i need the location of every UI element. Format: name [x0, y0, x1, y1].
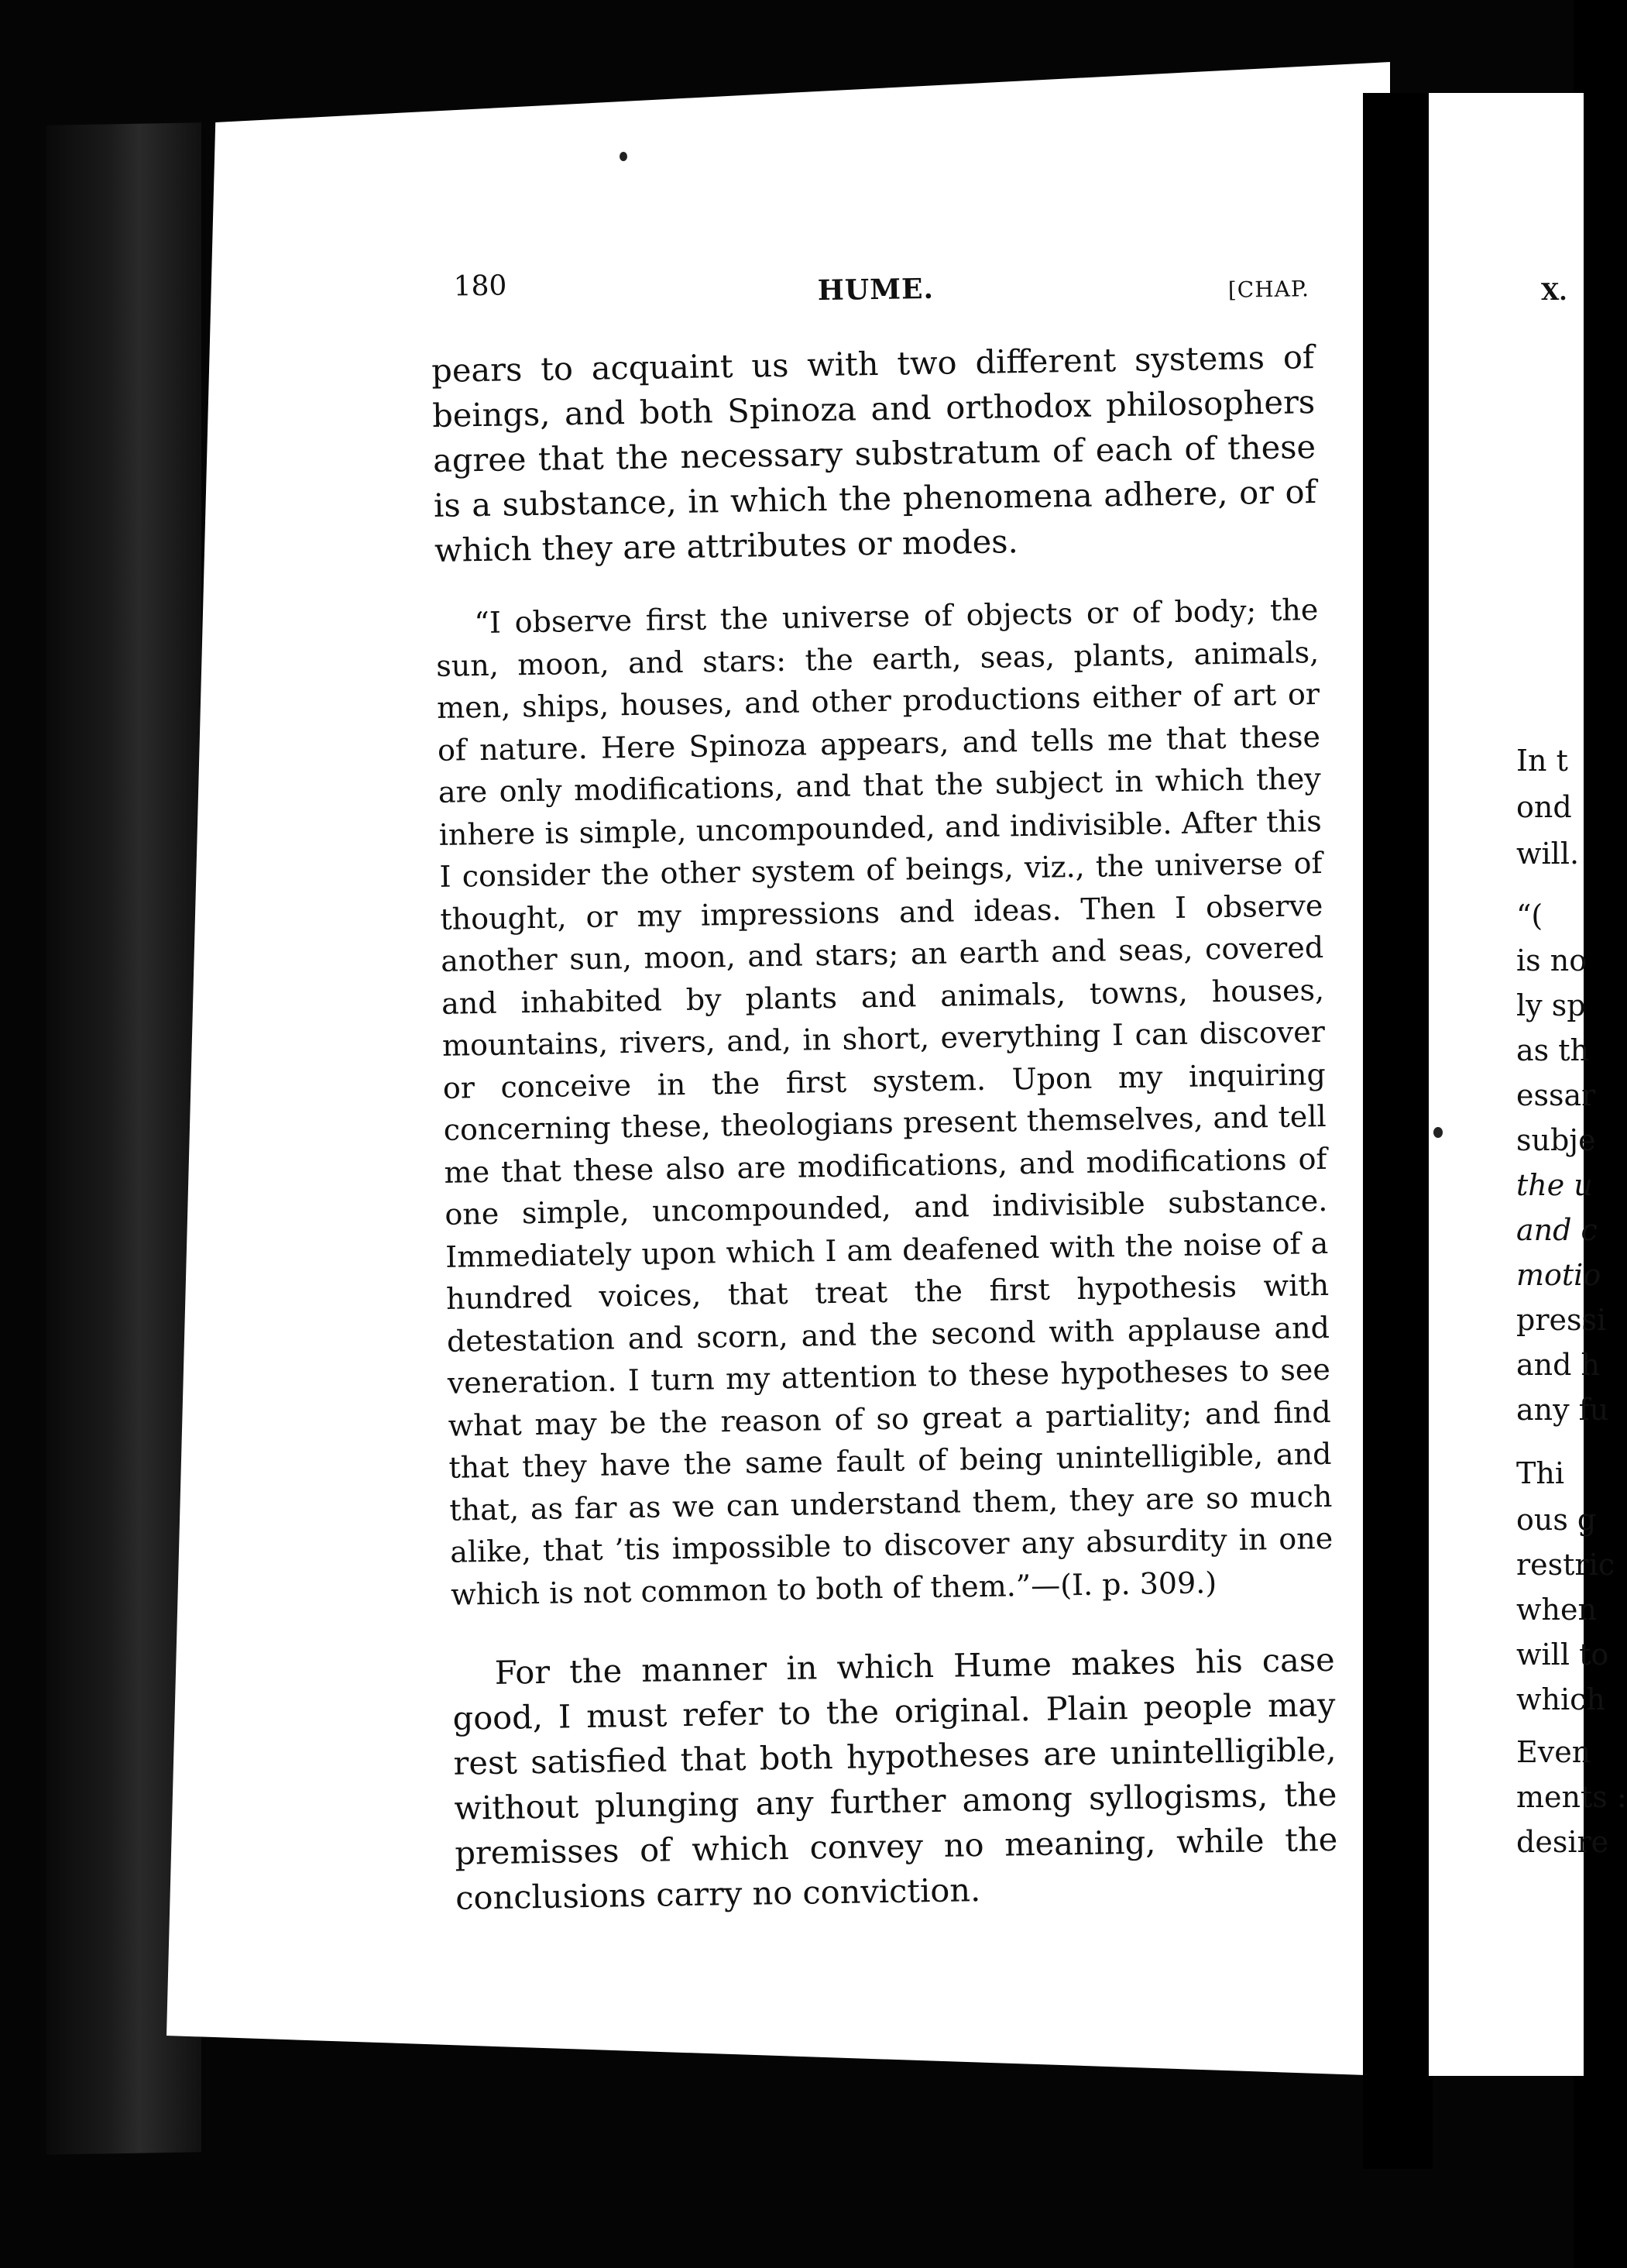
- block-quote: [435, 589, 1334, 1616]
- page-header: [430, 242, 1314, 349]
- right-page-line: subje: [1516, 1123, 1596, 1157]
- right-page-line: the u: [1516, 1168, 1593, 1202]
- page-number: 180: [453, 270, 507, 303]
- quote-text: “I observe first the universe of objects or of body; the sun, moon, and stars: the earth, seas, plants, animals, men, ships, houses, and other productions either of art or of nature. Here Spinoza appears, and tells me that these are only modifications, and that the subject in which they inhere is simple, uncompounded, and indivisible. After this I consider the other system of beings, viz., the universe of thought, or my impressions and ideas. Then I observe another sun, moon, and stars; an earth and seas, covered and inhabited by plants and animals, towns, houses, mountains, rivers, and, in short, everything I can discover or conceive in the first system. Upon my inquiring concerning these, theologians present themselves, and tell me that these also are modifications, and modifications of one simple, uncompounded, and indivisible substance. Immediately upon which I am deafened with the noise of a hundred voices, that treat the first hypothesis with detestation and scorn, and the second with applause and veneration. I turn my attention to these hypotheses to see what may be the reason of so great a partiality; and find that they have the same fault of being unintelligible, and that, as far as we can understand them, they are so much alike, that ’tis impossible to discover any absurdity in one which is not common to both of them.”: [435, 593, 1334, 1612]
- page-gutter: [1363, 93, 1433, 2169]
- right-page-line: motio: [1516, 1258, 1601, 1292]
- right-page-line: ly sp: [1516, 988, 1586, 1022]
- right-page-line: “(: [1516, 899, 1543, 933]
- right-page-line: and h: [1516, 1348, 1601, 1382]
- right-page-line: In t: [1516, 744, 1568, 778]
- ink-speck: [620, 152, 627, 161]
- right-page-line: ments :: [1516, 1780, 1627, 1814]
- left-page-text: [430, 242, 1339, 1953]
- right-page-line: desire: [1516, 1825, 1609, 1859]
- right-page-line: any fu: [1516, 1393, 1609, 1427]
- right-page-line: when: [1516, 1593, 1597, 1627]
- right-page-line: and c: [1516, 1213, 1598, 1247]
- right-page-line: essar: [1516, 1078, 1596, 1112]
- right-page-line: as th: [1516, 1033, 1589, 1067]
- right-page-line: pressi: [1516, 1303, 1607, 1337]
- right-page-header-fragment: X.: [1541, 279, 1567, 306]
- right-page-line: which: [1516, 1682, 1605, 1716]
- closing-paragraph: For the manner in which Hume makes his case good, I must refer to the original. Plain people may rest satisfied that both hypotheses are unintelligible, without plunging any further among syllogisms, the premisses of which convey no meaning, while the conclusions carry no conviction.: [452, 1640, 1338, 1917]
- right-page-line: will.: [1516, 837, 1580, 871]
- right-page-line: restric: [1516, 1548, 1615, 1582]
- right-page-line: Even: [1516, 1735, 1591, 1769]
- right-page-line: is no: [1516, 943, 1588, 978]
- right-page-line: will to: [1516, 1637, 1609, 1672]
- opening-paragraph: pears to acquaint us with two different systems of beings, and both Spinoza and orthodox philosophers agree that the necessary substratum of each of these is a substance, in which the phenomena adhere, or of which they are attributes or modes.: [431, 338, 1317, 569]
- quote-citation: —(I. p. 309.): [1030, 1565, 1217, 1603]
- ink-speck: [1433, 1127, 1443, 1138]
- right-page-line: ond: [1516, 790, 1572, 824]
- chapter-mark: [CHAP.: [1227, 276, 1310, 303]
- right-page-line: Thi: [1516, 1456, 1564, 1490]
- right-page-line: ous g: [1516, 1503, 1597, 1537]
- running-title: HUME.: [817, 272, 935, 308]
